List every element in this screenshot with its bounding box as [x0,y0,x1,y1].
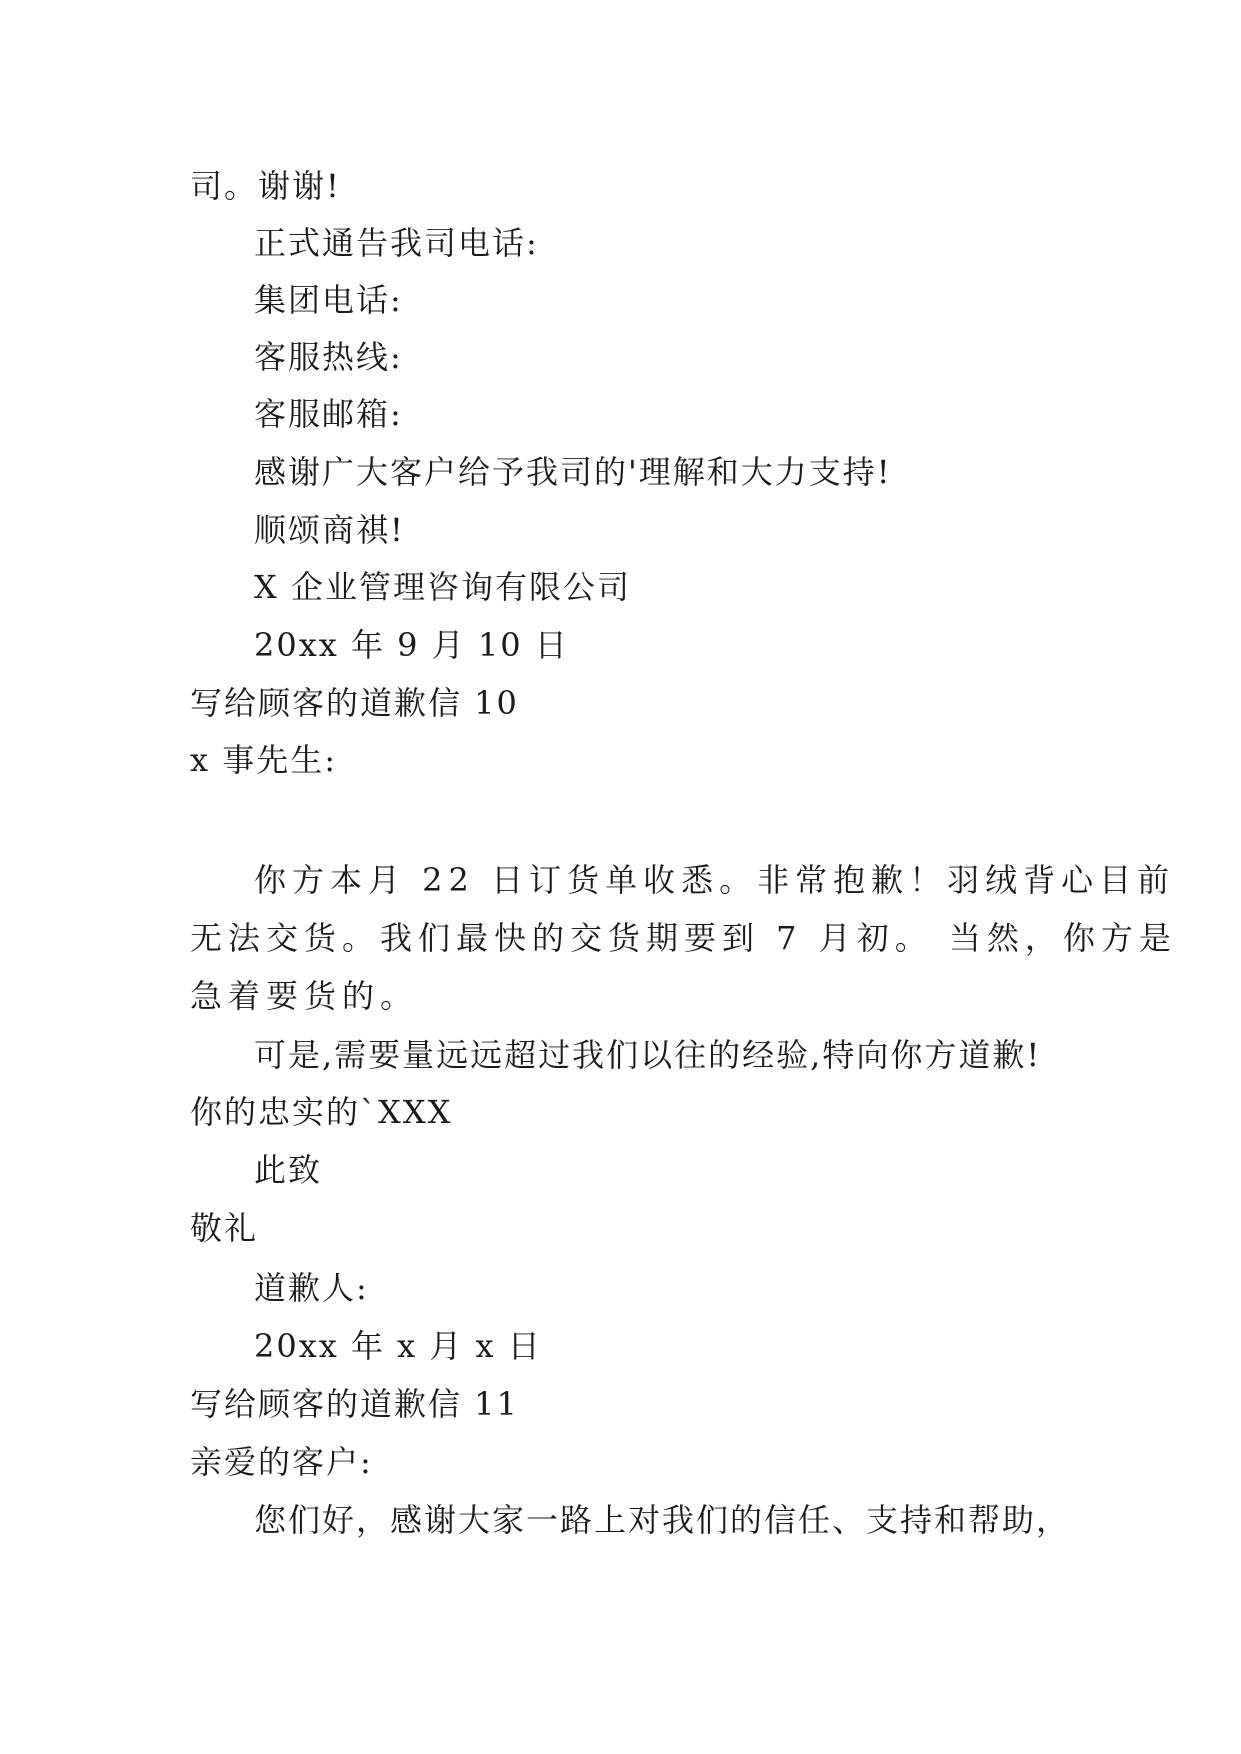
paragraph-line: 可是,需要量远远超过我们以往的经验,特向你方道歉! [254,1036,1042,1074]
text-line: 集团电话: [254,281,403,319]
paragraph-line: 急着要货的。 [190,977,419,1015]
text-line: 正式通告我司电话: [254,224,539,262]
salutation: 亲爱的客户: [190,1443,373,1481]
section-title: 写给顾客的道歉信 10 [190,684,519,722]
signer-line: 道歉人: [254,1269,369,1307]
text-line: 你的忠实的`XXX [190,1093,453,1131]
text-line: 客服热线: [254,338,403,376]
closing-line: 敬礼 [190,1209,259,1247]
closing-line: 此致 [254,1151,323,1189]
text-line: 司。谢谢! [190,167,341,205]
company-name: X 企业管理咨询有限公司 [254,568,631,606]
section-title: 写给顾客的道歉信 11 [190,1385,519,1423]
salutation: x 事先生: [190,741,338,779]
paragraph-line: 你方本月 22 日订货单收悉。非常抱歉！羽绒背心目前 [254,861,1176,899]
text-line: 客服邮箱: [254,395,403,433]
date-line: 20xx 年 9 月 10 日 [254,626,569,664]
text-line: 感谢广大客户给予我司的'理解和大力支持! [254,453,892,491]
text-line: 顺颂商祺! [254,511,405,549]
paragraph-line: 无法交货。我们最快的交货期要到 7 月初。 当然，你方是 [190,919,1177,957]
paragraph-line: 您们好，感谢大家一路上对我们的信任、支持和帮助， [254,1501,1071,1539]
date-line: 20xx 年 x 月 x 日 [254,1327,542,1365]
